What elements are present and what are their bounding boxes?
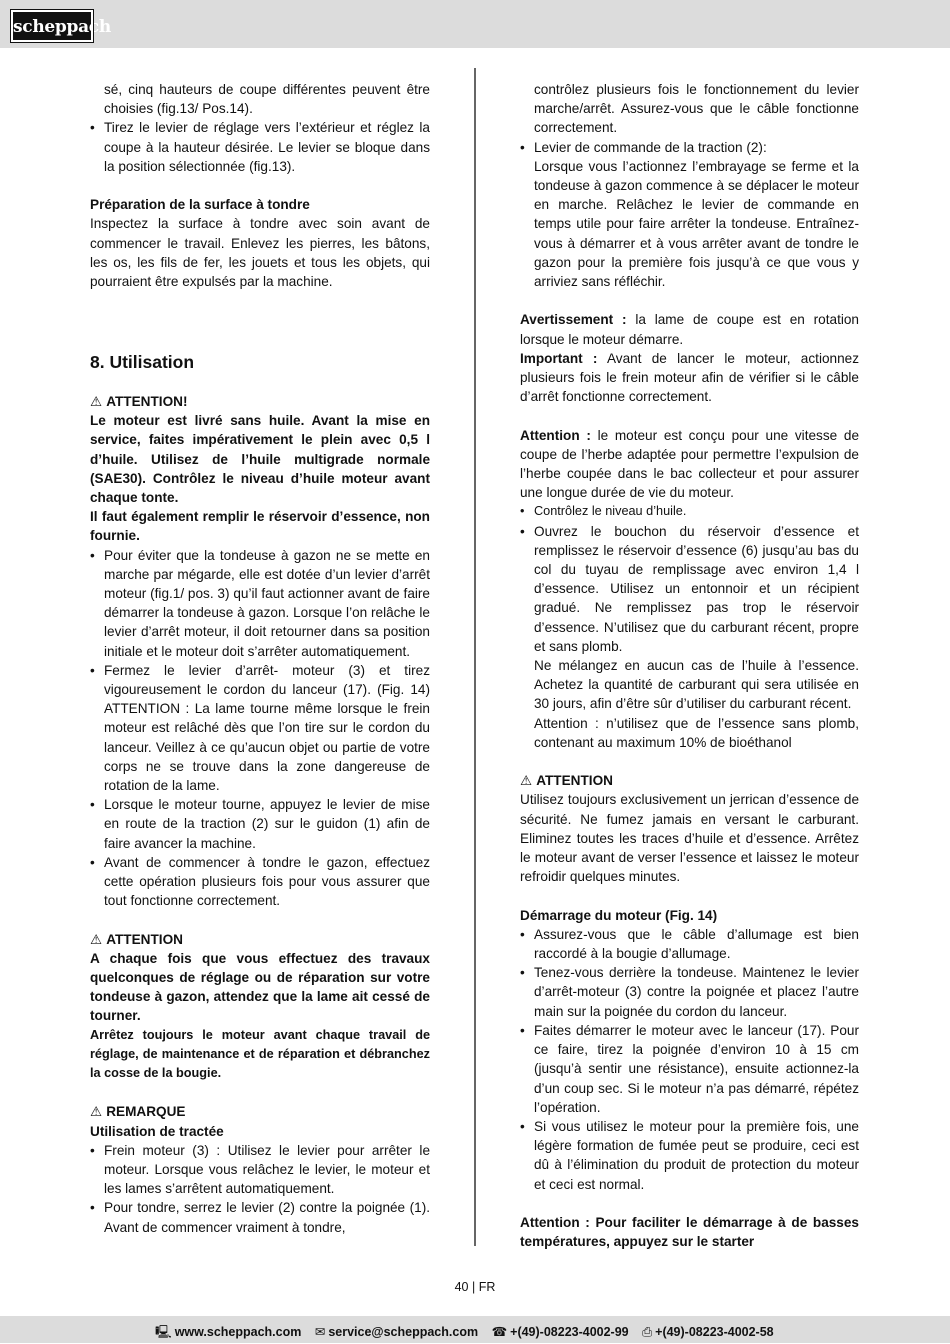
email-link[interactable]: service@scheppach.com	[328, 1325, 479, 1339]
phone-number: +(49)-08223-4002-99	[510, 1325, 629, 1339]
list-item: • Levier de commande de la traction (2):	[520, 138, 859, 157]
brand-logo: scheppach	[11, 10, 93, 42]
attention-heading: ⚠ ATTENTION	[90, 930, 430, 949]
important-paragraph	[520, 349, 859, 407]
attention-text: A chaque fois que vous effectuez des travaux quelconques de réglage ou de réparation sur votre tondeuse à gazon, attendez que la lame ait cessé de tourner.	[90, 950, 430, 1024]
bullet-tirez: • Tirez le levier de réglage vers l’extérieur et réglez la coupe à la hauteur désirée. Le levier se bloque dans la position sélectionnée (fig.13).	[90, 118, 430, 176]
list-item: • Assurez-vous que le câble d’allumage est bien raccordé à la bougie d’allumage.	[520, 925, 859, 963]
attention-small-text: Arrêtez toujours le moteur avant chaque travail de réglage, de maintenance et de réparation et débranchez la cosse de la bougie.	[90, 1027, 430, 1081]
bullet-continuation: sé, cinq hauteurs de coupe différentes peuvent être choisies (fig.13/ Pos.14).	[104, 82, 430, 117]
final-attention-text: Attention : Pour faciliter le démarrage à de basses températures, appuyez sur le starter	[520, 1214, 859, 1250]
avertissement-text: la lame de coupe est en rotation lorsque le moteur démarre.	[520, 312, 859, 347]
section-heading: 8. Utilisation	[90, 351, 195, 372]
list-item: • Avant de commencer à tondre le gazon, effectuez cette opération plusieurs fois pour vous assurer que tout fonctionne correctement.	[90, 853, 430, 911]
list-item: • Lorsque le moteur tourne, appuyez le levier de mise en route de la traction (2) sur le guidon (1) afin de faire avancer la machine.	[90, 795, 430, 853]
page-header	[0, 0, 950, 48]
tractee-heading: Utilisation de tractée	[90, 1123, 224, 1139]
attention-text: Le moteur est livré sans huile. Avant la mise en service, faites impérativement le plein avec 0,5 l d’huile. Utilisez de l’huile multigrade normale (SAE30). Contrôlez le niveau d’huile moteur avant chaque tonte.	[90, 413, 430, 505]
list-item: • Ouvrez le bouchon du réservoir d’essence et remplissez le réservoir d’essence (6) jusqu’au bas du col du tuyau de remplissage avec environ 1,4 l d’essence. Utilisez un entonnoir et un récipient gradué. Ne remplissez pas trop le réservoir d’essence. N’utilisez que du carburant récent, propre et sans plomb.	[520, 522, 859, 656]
fax-number: +(49)-08223-4002-58	[655, 1325, 774, 1339]
column-divider	[474, 68, 476, 1246]
ouvrez-text-2: Ne mélangez en aucun cas de l’huile à l’essence. Achetez la quantité de carburant qui sera utilisée en 30 jours, afin d’être sûr d’utiliser du carburant récent.	[534, 658, 859, 712]
prep-text: Inspectez la surface à tondre avec soin avant de commencer le travail. Enlevez les pierres, les bâtons, les os, les fils de fer, les jouets et tous les objets, qui pourraient être expulsés par la machine.	[90, 216, 430, 290]
remarque-heading: ⚠ REMARQUE	[90, 1102, 430, 1121]
levier-text: Lorsque vous l’actionnez l’embrayage se ferme et la tondeuse à gazon commence à se déplacer le moteur en marche. Relâchez le levier de commande en temps utile pour faire arrêter la tondeuse. Entraînez-vous à démarrer et à vous arrêter avant de tondre le gazon pour la première fois jusqu’à ce que vous y arriviez sans réfléchir.	[534, 158, 859, 290]
continuation-text: contrôlez plusieurs fois le fonctionnement du levier marche/arrêt. Assurez-vous que le câble fonctionne correctement.	[534, 82, 859, 136]
phone-icon: ☎	[491, 1325, 508, 1339]
fax-icon: ⎙	[642, 1325, 653, 1339]
list-item: • Tenez-vous derrière la tondeuse. Maintenez le levier d’arrêt-moteur (3) contre la poignée et placez l’autre main sur la poignée du cordon du lanceur.	[520, 963, 859, 1021]
demarrage-heading: Démarrage du moteur (Fig. 14)	[520, 907, 718, 923]
list-item: • Fermez le levier d’arrêt- moteur (3) et tirez vigoureusement le cordon du lanceur (17). (Fig. 14) ATTENTION : La lame tourne même lorsque le frein moteur est relâché dès que l’on tire sur le cordon du lanceur. Veillez à ce qu’aucun objet ou partie de votre corps ne se trouve dans la zone dangereuse de rotation de la lame.	[90, 661, 430, 795]
attention-text: Utilisez toujours exclusivement un jerrican d’essence de sécurité. Ne fumez jamais en versant le carburant. Eliminez toutes les traces d’huile et d’essence. Arrêtez le moteur avant de verser l’essence et laissez le moteur refroidir quelques minutes.	[520, 792, 859, 885]
attention-text: le moteur est conçu pour une vitesse de coupe de l’herbe adaptée pour permettre l’expulsion de l’herbe coupée dans le bac collecteur et pour assurer une longue durée de vie du moteur.	[520, 427, 860, 501]
avertissement-paragraph	[520, 310, 859, 348]
attention-heading: ⚠ ATTENTION	[520, 771, 859, 790]
ouvrez-text-3: Attention : n’utilisez que de l’essence sans plomb, contenant au maximum 10% de bioéthanol	[534, 715, 859, 750]
list-item: • Contrôlez le niveau d’huile.	[520, 502, 859, 521]
page-footer	[0, 1316, 950, 1343]
list-item: • Si vous utilisez le moteur pour la première fois, une légère formation de fumée peut se produire, ceci est dû à l’élimination du produit de protection du moteur et ceci est normal.	[520, 1117, 859, 1194]
left-column	[90, 80, 430, 1237]
attention-fuel-text: Il faut également remplir le réservoir d’essence, non fournie.	[90, 509, 430, 544]
prep-heading: Préparation de la surface à tondre	[90, 197, 310, 213]
website-link[interactable]: www.scheppach.com	[174, 1325, 302, 1339]
computer-icon: 🖳	[155, 1325, 172, 1339]
important-label: Important :	[520, 350, 598, 366]
attention-paragraph	[520, 426, 859, 503]
avertissement-label: Avertissement :	[520, 312, 627, 328]
list-item: • Faites démarrer le moteur avec le lanceur (17). Pour ce faire, tirez la poignée d’environ 10 à 15 cm (jusqu’à sentir une résistance), ensuite actionnez-la d’un coup sec. Si le moteur n’a pas démarré, répétez l’opération.	[520, 1021, 859, 1117]
page-number: 40 | FR	[454, 1280, 496, 1294]
right-column	[520, 80, 859, 1251]
list-item: • Pour éviter que la tondeuse à gazon ne se mette en marche par mégarde, elle est dotée d’un levier d’arrêt moteur (fig.1/ pos. 3) qu’il faut actionner avant de faire démarrer la tondeuse à gazon. Lorsque l’on relâche le levier d’arrêt moteur, il doit retourner dans sa position initiale et le moteur doit s’arrêter automatiquement.	[90, 546, 430, 661]
attention-label: Attention :	[520, 427, 591, 443]
mail-icon: ✉	[314, 1325, 326, 1339]
important-text: Avant de lancer le moteur, actionnez plusieurs fois le frein moteur afin de vérifier si le câble d’arrêt fonctionne correctement.	[520, 350, 859, 405]
list-item: • Frein moteur (3) : Utilisez le levier pour arrêter le moteur. Lorsque vous relâchez le levier, le moteur et les lames s’arrêtent automatiquement.	[90, 1141, 430, 1199]
attention-heading: ⚠ ATTENTION!	[90, 392, 430, 411]
list-item: • Pour tondre, serrez le levier (2) contre la poignée (1). Avant de commencer vraiment à tondre,	[90, 1198, 430, 1236]
